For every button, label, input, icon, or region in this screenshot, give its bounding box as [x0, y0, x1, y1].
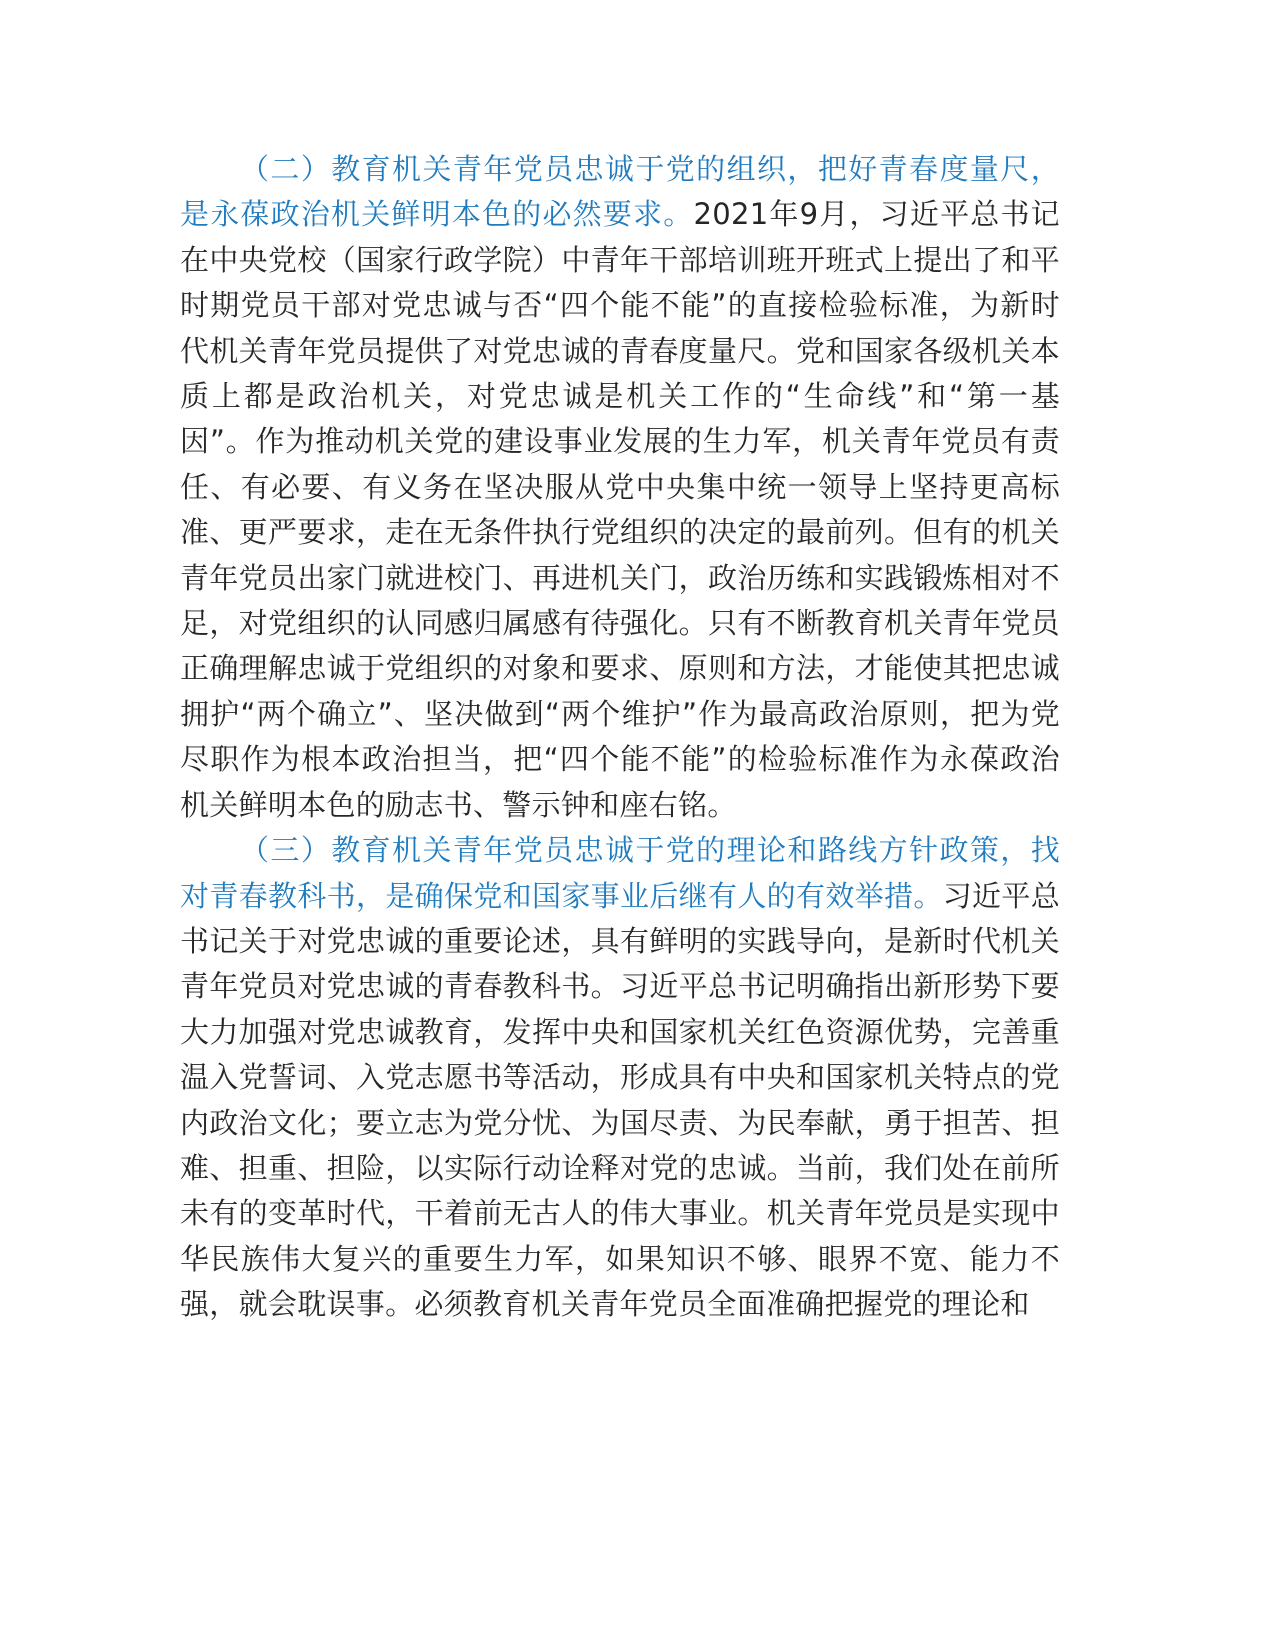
document-page [180, 147, 1060, 1328]
section-heading-2: （二）教育机关青年党员忠诚于党的组织，把好青春度量尺，是永葆政治机关鲜明本色的必然要求。 [180, 152, 1060, 232]
paragraph-body-3: 习近平总书记关于对党忠诚的重要论述，具有鲜明的实践导向，是新时代机关青年党员对党忠诚的青春教科书。习近平总书记明确指出新形势下要大力加强对党忠诚教育，发挥中央和国家机关红色资源优势，完善重温入党誓词、入党志愿书等活动，形成具有中央和国家机关特点的党内政治文化；要立志为党分忧、为国尽责、为民奉献，勇于担苦、担难、担重、担险，以实际行动诠释对党的忠诚。当前，我们处在前所未有的变革时代，干着前无古人的伟大事业。机关青年党员是实现中华民族伟大复兴的重要生力军，如果知识不够、眼界不宽、能力不强，就会耽误事。必须教育机关青年党员全面准确把握党的理论和 [180, 878, 1060, 1322]
paragraph-section-3 [180, 828, 1060, 1327]
section-heading-3: （三）教育机关青年党员忠诚于党的理论和路线方针政策，找对青春教科书，是确保党和国家事业后继有人的有效举措。 [180, 833, 1060, 913]
paragraph-section-2 [180, 147, 1060, 828]
paragraph-body-2: 2021年9月，习近平总书记在中央党校（国家行政学院）中青年干部培训班开班式上提出了和平时期党员干部对党忠诚与否“四个能不能”的直接检验标准，为新时代机关青年党员提供了对党忠诚的青春度量尺。党和国家各级机关本质上都是政治机关，对党忠诚是机关工作的“生命线”和“第一基因”。作为推动机关党的建设事业发展的生力军，机关青年党员有责任、有必要、有义务在坚决服从党中央集中统一领导上坚持更高标准、更严要求，走在无条件执行党组织的决定的最前列。但有的机关青年党员出家门就进校门、再进机关门，政治历练和实践锻炼相对不足，对党组织的认同感归属感有待强化。只有不断教育机关青年党员正确理解忠诚于党组织的对象和要求、原则和方法，才能使其把忠诚拥护“两个确立”、坚决做到“两个维护”作为最高政治原则，把为党尽职作为根本政治担当，把“四个能不能”的检验标准作为永葆政治机关鲜明本色的励志书、警示钟和座右铭。 [180, 197, 1060, 822]
